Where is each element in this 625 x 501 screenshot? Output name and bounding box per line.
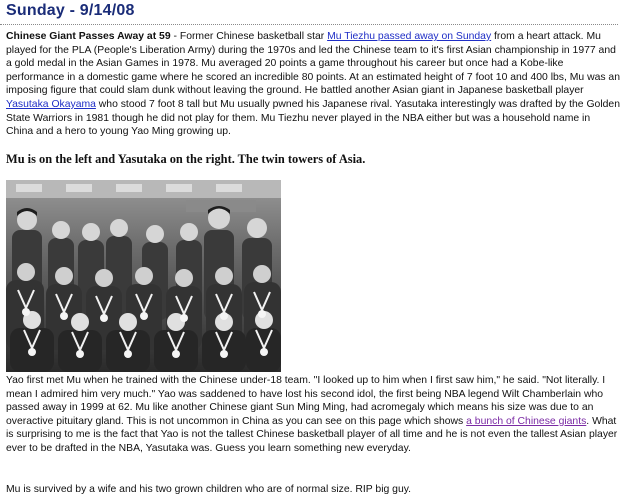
- headline: Chinese Giant Passes Away at 59: [6, 31, 171, 42]
- yao-paragraph: [6, 374, 620, 456]
- photo-caption: Mu is on the left and Yasutaka on the right. The twin towers of Asia.: [6, 152, 366, 166]
- closing-paragraph: Mu is survived by a wife and his two grown children who are of normal size. RIP big guy.: [6, 484, 412, 495]
- post-date-header: Sunday - 9/14/08: [6, 2, 135, 19]
- mu-tiezhu-news-link[interactable]: Mu Tiezhu passed away on Sunday: [327, 31, 492, 42]
- chinese-giants-link[interactable]: a bunch of Chinese giants: [466, 415, 587, 427]
- intro-text-1: - Former Chinese basketball star: [170, 31, 328, 42]
- team-photo-image: [6, 180, 281, 372]
- intro-paragraph: [6, 30, 620, 139]
- intro-text-2: from a heart attack. Mu played for the PLA (People's Liberation Army) during the 1970s and led the Chinese team to it's first Asian championship in 1977 and a gold medal in the Asian Games in 1978. Mu averaged 20 points a game throughout his career but once had a Kobe-like performance in a domestic game where he scored an incredible 80 points. At an estimated height of 7 foot 10 and 400 lbs, Mu was an imposing figure that could slam dunk without leaving the ground. He battled another Asian giant in Japanese basketball player: [6, 31, 620, 97]
- intro-text-3: who stood 7 foot 8 tall but Mu usually pwned his Japanese rival. Yasutaka interestingly was drafted by the Golden State Warriors in 1981 though he did not play for them. Mu Tiezhu never played in the NBA either but was a household name in China and a hero to young Yao Ming growing up.: [6, 98, 620, 138]
- header-divider: [0, 24, 618, 25]
- yasutaka-okayama-link[interactable]: Yasutaka Okayama: [6, 98, 96, 110]
- yao-text-2: . What is surprising to me is the fact that Yao is not the tallest Chinese basketball player of all time and he is not even the tallest Asian player ever to be drafted in the NBA, Yasutaka was. Guess you learn something new everyday.: [6, 415, 618, 454]
- yao-text-1: Yao first met Mu when he trained with the Chinese under-18 team. "I looked up to him when I first saw him," he said. "Not literally. I mean I admired him very much." Yao was saddened to have lost his second idol, the first being NBA legend Wilt Chamberlain who passed away in 1999 at 62. Mu like another Chinese giant Sun Ming Ming, had acromegaly which means his size was due to an overactive pituitary gland. This is not uncommon in China as you can see on this page which shows: [6, 375, 606, 427]
